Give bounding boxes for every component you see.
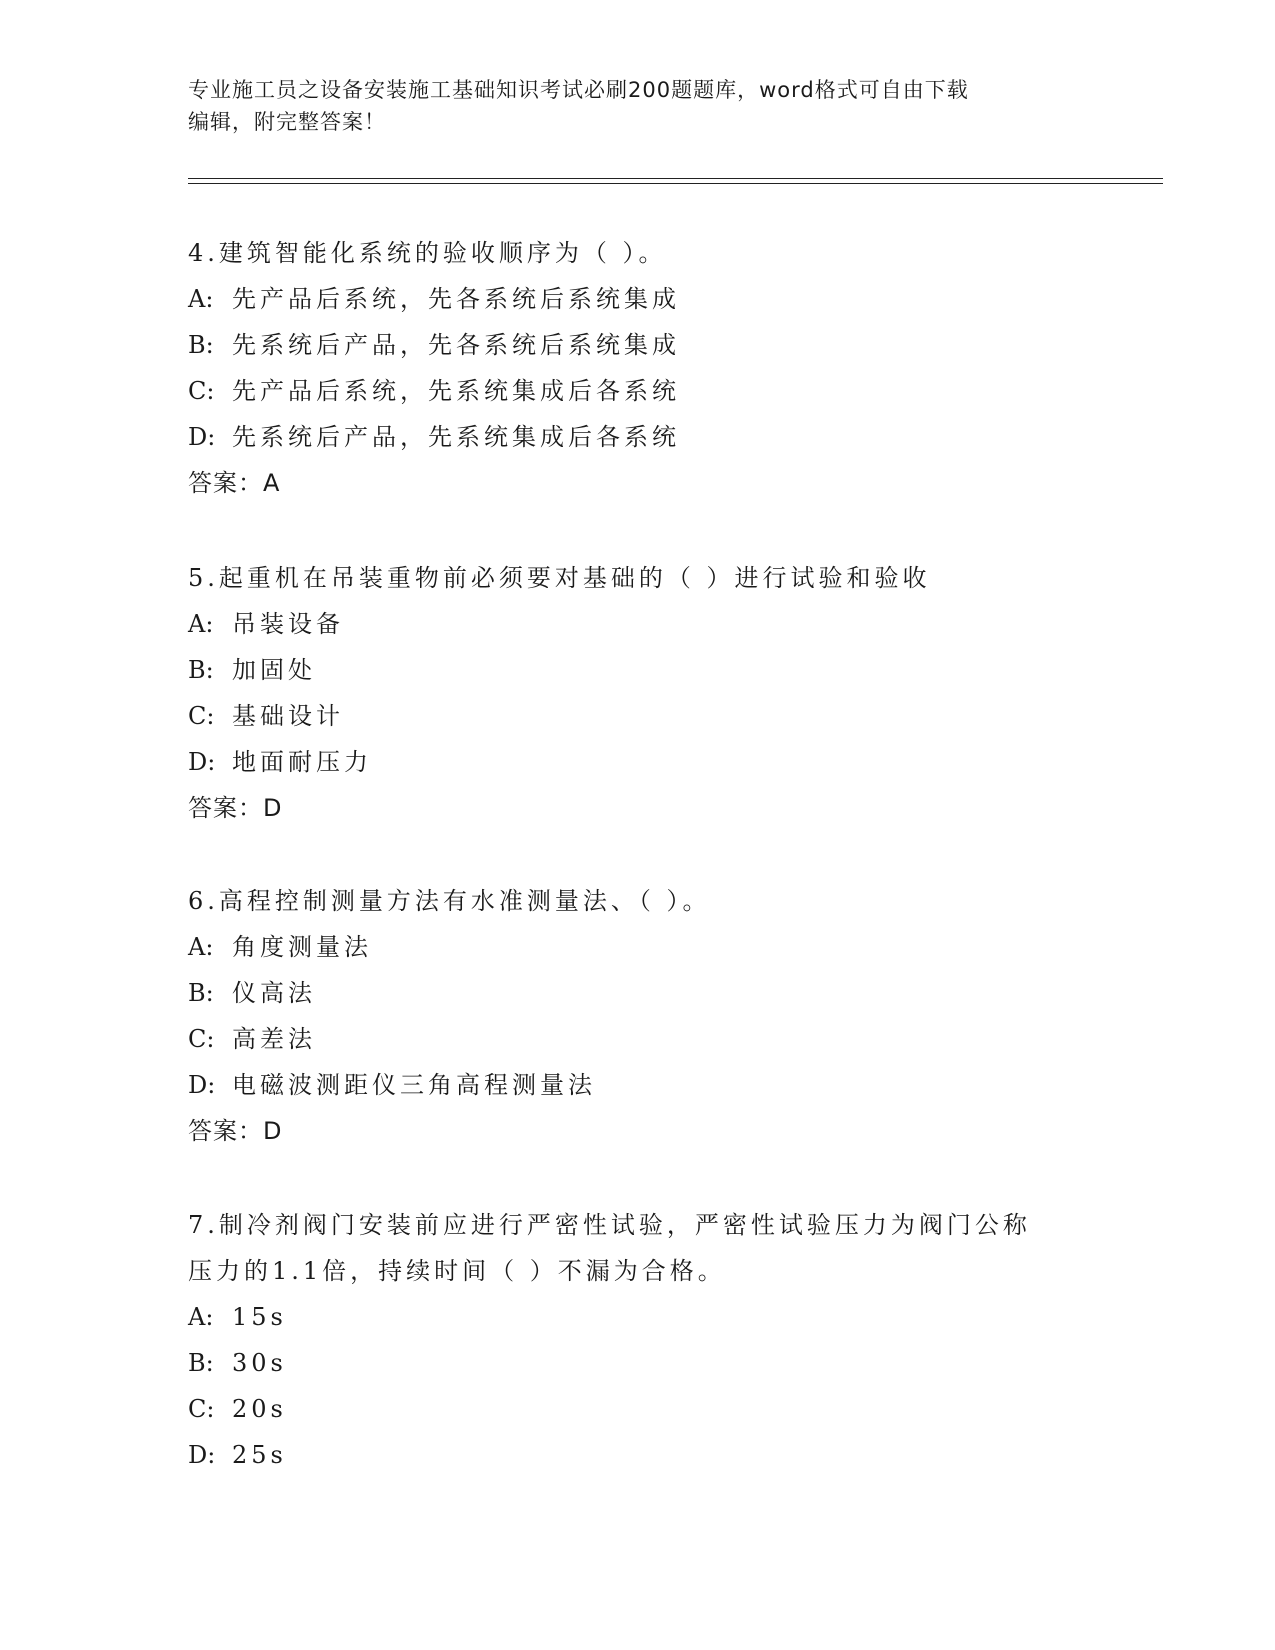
option-d (188, 739, 1088, 785)
option-a (188, 1294, 1088, 1340)
option-letter: B: (188, 656, 214, 684)
option-d (188, 414, 1088, 460)
question-7 (188, 1202, 1088, 1478)
question-stem: 5.起重机在吊装重物前必须要对基础的（ ）进行试验和验收 (188, 564, 931, 592)
question-4 (188, 230, 1088, 506)
header-line-1: 专业施工员之设备安装施工基础知识考试必刷200题题库，word格式可自由下载 (188, 78, 969, 102)
option-text: 角度测量法 (232, 933, 372, 961)
option-text: 电磁波测距仪三角高程测量法 (232, 1071, 596, 1099)
option-text: 仪高法 (232, 979, 316, 1007)
option-c (188, 693, 1088, 739)
option-text: 先系统后产品，先各系统后系统集成 (232, 331, 680, 359)
option-letter: C: (188, 1395, 215, 1423)
option-letter: D: (188, 1071, 216, 1099)
option-c (188, 1016, 1088, 1062)
option-letter: C: (188, 1025, 215, 1053)
option-text: 先系统后产品，先系统集成后各系统 (232, 423, 680, 451)
option-b (188, 322, 1088, 368)
option-letter: A: (188, 610, 214, 638)
question-stem-continued: 压力的1.1倍，持续时间（ ）不漏为合格。 (188, 1257, 726, 1285)
option-b (188, 970, 1088, 1016)
option-a (188, 924, 1088, 970)
answer-line: 答案：D (188, 1117, 283, 1145)
option-text: 30s (232, 1349, 287, 1377)
option-text: 20s (232, 1395, 287, 1423)
option-letter: B: (188, 331, 214, 359)
option-letter: A: (188, 933, 214, 961)
question-stem: 6.高程控制测量方法有水准测量法、（ ）。 (188, 887, 711, 915)
question-stem: 4.建筑智能化系统的验收顺序为（ ）。 (188, 239, 667, 267)
option-letter: C: (188, 702, 215, 730)
option-b (188, 1340, 1088, 1386)
option-letter: B: (188, 979, 214, 1007)
option-c (188, 1386, 1088, 1432)
option-b (188, 647, 1088, 693)
option-letter: A: (188, 1303, 214, 1331)
header-rule-top (188, 178, 1163, 179)
option-text: 加固处 (232, 656, 316, 684)
option-text: 25s (232, 1441, 287, 1469)
option-letter: D: (188, 423, 216, 451)
header-rule-bottom (188, 183, 1163, 184)
option-d (188, 1062, 1088, 1108)
option-text: 15s (232, 1303, 287, 1331)
answer-line: 答案：D (188, 794, 283, 822)
question-stem: 7.制冷剂阀门安装前应进行严密性试验，严密性试验压力为阀门公称 (188, 1211, 1031, 1239)
option-text: 先产品后系统，先系统集成后各系统 (232, 377, 680, 405)
option-letter: C: (188, 377, 215, 405)
option-d (188, 1432, 1088, 1478)
option-a (188, 601, 1088, 647)
option-text: 先产品后系统，先各系统后系统集成 (232, 285, 680, 313)
option-text: 高差法 (232, 1025, 316, 1053)
option-text: 吊装设备 (232, 610, 344, 638)
option-letter: A: (188, 285, 214, 313)
option-letter: D: (188, 1441, 216, 1469)
option-text: 基础设计 (232, 702, 344, 730)
option-letter: B: (188, 1349, 214, 1377)
question-5 (188, 555, 1088, 831)
option-letter: D: (188, 748, 216, 776)
option-a (188, 276, 1088, 322)
option-c (188, 368, 1088, 414)
question-6 (188, 878, 1088, 1154)
option-text: 地面耐压力 (232, 748, 372, 776)
document-header (188, 74, 1088, 138)
answer-line: 答案：A (188, 469, 281, 497)
header-line-2: 编辑，附完整答案！ (188, 110, 386, 134)
